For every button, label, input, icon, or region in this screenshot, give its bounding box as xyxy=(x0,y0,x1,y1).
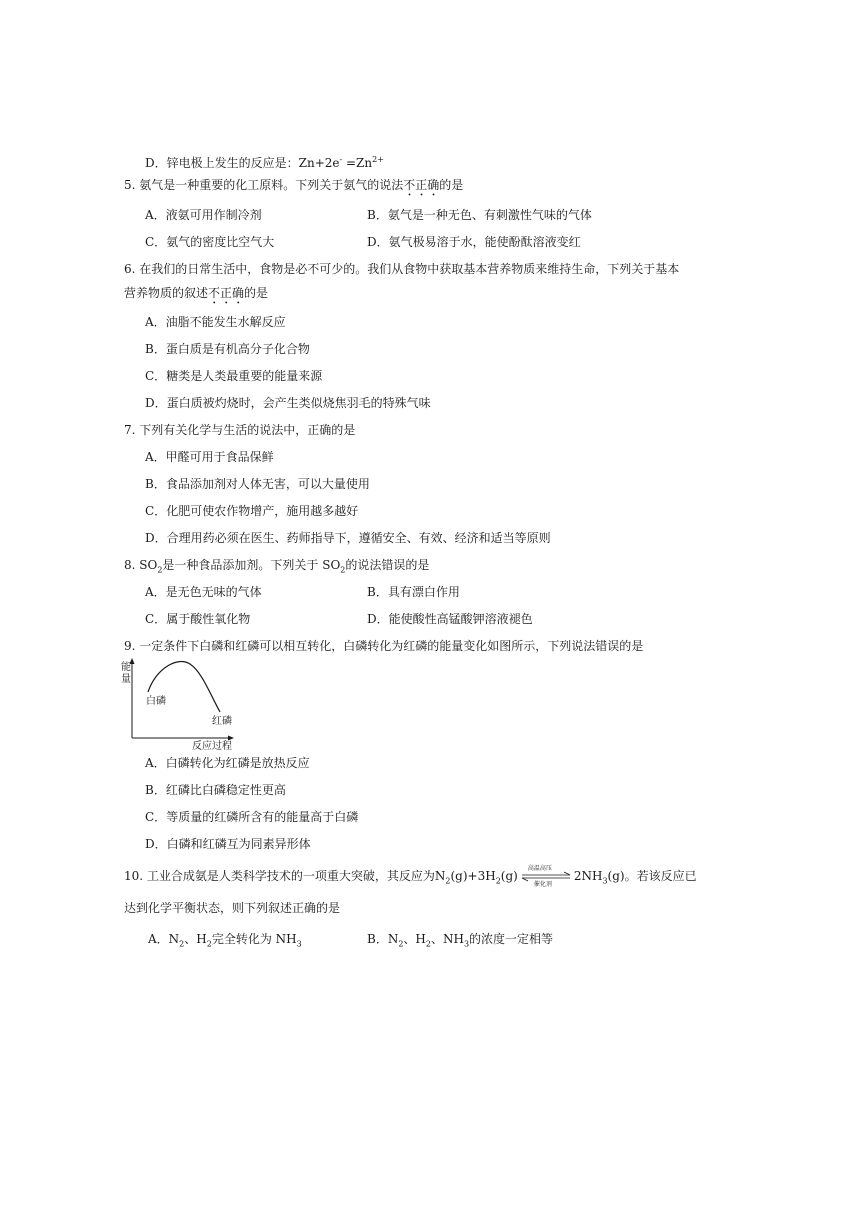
q8-option-d xyxy=(367,611,533,627)
superscript: - xyxy=(339,155,343,164)
x-axis-arrow xyxy=(228,736,234,741)
option-label: B． xyxy=(145,477,166,491)
eq-text: N xyxy=(434,869,446,883)
q9-stem: 9. 一定条件下白磷和红磷可以相互转化，白磷转化为红磷的能量变化如图所示，下列说法错误的是 xyxy=(124,639,644,653)
y-axis-label-char: 量 xyxy=(121,674,131,685)
q8-option-a xyxy=(145,584,262,600)
option-label: D． xyxy=(145,396,167,410)
condition-bottom: 催化剂 xyxy=(533,880,552,888)
subscript: 2 xyxy=(398,939,404,949)
option-label: D． xyxy=(367,612,389,626)
energy-diagram xyxy=(121,654,236,752)
q7-option-a xyxy=(145,449,274,465)
subscript: 2 xyxy=(206,939,212,949)
option-label: A． xyxy=(145,756,166,770)
eq-text: (g) xyxy=(500,869,518,883)
q8-option-b xyxy=(367,584,460,600)
option-text: 白磷和红磷互为同素异形体 xyxy=(166,837,311,851)
emphasis-text: 不正确 xyxy=(208,286,245,300)
subscript: 3 xyxy=(602,876,608,886)
eq-text: (g)+3H xyxy=(450,869,496,883)
option-text: 氨气的密度比空气大 xyxy=(166,235,275,249)
stem-text: 8. SO xyxy=(124,558,158,572)
reversible-arrow xyxy=(518,864,574,888)
option-label: B． xyxy=(145,783,166,797)
condition-top: 高温高压 xyxy=(527,864,552,872)
option-text: 液氨可用作制冷剂 xyxy=(165,208,262,222)
q9-option-b xyxy=(145,782,286,798)
option-text: 蛋白质被灼烧时，会产生类似烧焦羽毛的特殊气味 xyxy=(166,396,431,410)
eq-text: (g) xyxy=(607,869,625,883)
stem-text: 营养物质的叙述 xyxy=(124,286,209,300)
option-label: C． xyxy=(145,369,167,383)
option-text: 甲醛可用于食品保鲜 xyxy=(165,450,274,464)
subscript: 2 xyxy=(157,565,163,575)
q8-stem xyxy=(124,557,429,578)
option-text: 合理用药必须在医生、药师指导下，遵循安全、有效、经济和适当等原则 xyxy=(166,531,551,545)
option-text: N xyxy=(168,932,180,946)
option-text: 等质量的红磷所含有的能量高于白磷 xyxy=(166,810,359,824)
option-text: 完全转化为 NH xyxy=(211,932,297,946)
option-text: N xyxy=(387,932,399,946)
q8-option-c xyxy=(145,611,250,627)
subscript: 2 xyxy=(445,876,451,886)
option-label: A． xyxy=(145,450,166,464)
option-text: 锌电极上发生的反应是：Zn+2e xyxy=(166,156,340,170)
q10-stem-line2: 达到化学平衡状态，则下列叙述正确的是 xyxy=(124,901,341,915)
option-label: D． xyxy=(145,156,167,170)
option-text: 的浓度一定相等 xyxy=(469,932,554,946)
stem-text: 的是 xyxy=(244,286,269,300)
option-text: 氨气极易溶于水，能使酚酞溶液变红 xyxy=(388,235,581,249)
start-label: 白磷 xyxy=(146,696,166,707)
option-label: D． xyxy=(145,531,167,545)
stem-text: 的说法错误的是 xyxy=(345,558,430,572)
eq-text: 2NH xyxy=(573,869,603,883)
q5-option-a xyxy=(145,207,262,223)
option-text: 是无色无味的气体 xyxy=(165,585,262,599)
stem-text: 。若该反应已 xyxy=(624,869,697,883)
q5-stem xyxy=(124,177,463,199)
stem-text: 是一种食品添加剂。下列关于 SO xyxy=(162,558,341,572)
subscript: 2 xyxy=(340,565,346,575)
option-text: 蛋白质是有机高分子化合物 xyxy=(165,342,310,356)
option-label: A． xyxy=(145,315,166,329)
option-text: 食品添加剂对人体无害，可以大量使用 xyxy=(165,477,370,491)
option-label: B． xyxy=(145,342,166,356)
stem-text: 的是 xyxy=(439,178,464,192)
q10-stem-line1 xyxy=(124,864,697,889)
option-label: D． xyxy=(367,235,389,249)
option-text: 属于酸性氧化物 xyxy=(166,612,251,626)
option-label: C． xyxy=(145,612,167,626)
subscript: 3 xyxy=(463,939,470,949)
q10-option-a xyxy=(148,931,302,952)
q5-option-b xyxy=(367,207,592,223)
option-label: C． xyxy=(145,504,167,518)
q6-option-a xyxy=(145,314,286,330)
y-axis-label-char: 能 xyxy=(121,662,131,673)
x-axis-label: 反应过程 xyxy=(192,741,232,752)
q10-option-b xyxy=(367,931,553,952)
emphasis-text: 不正确 xyxy=(403,178,440,192)
option-text: =Zn xyxy=(342,156,373,170)
q6-option-c xyxy=(145,368,322,384)
end-label: 红磷 xyxy=(212,716,232,727)
option-text: 白磷转化为红磷是放热反应 xyxy=(165,756,310,770)
y-axis-label xyxy=(121,660,131,685)
subscript: 3 xyxy=(296,939,302,949)
option-text: 糖类是人类最重要的能量来源 xyxy=(166,369,323,383)
option-label: B． xyxy=(367,932,388,946)
reaction-equation xyxy=(434,864,625,888)
q5-option-d xyxy=(367,234,581,250)
option-label: B． xyxy=(367,208,388,222)
option-label: B． xyxy=(367,585,388,599)
option-text: 、H xyxy=(184,932,207,946)
option-label: C． xyxy=(145,235,167,249)
option-text: 、NH xyxy=(430,932,464,946)
subscript: 2 xyxy=(179,939,185,949)
q5-option-c xyxy=(145,234,274,250)
stem-text: 5. 氨气是一种重要的化工原料。下列关于氨气的说法 xyxy=(124,178,404,192)
superscript: 2+ xyxy=(372,155,384,164)
option-text: 、H xyxy=(403,932,426,946)
option-label: A． xyxy=(148,932,169,946)
option-text: 红磷比白磷稳定性更高 xyxy=(165,783,286,797)
q4-option-d xyxy=(145,152,384,171)
stem-text: 10. 工业合成氨是人类科学技术的一项重大突破，其反应为 xyxy=(124,869,435,883)
q9-option-c xyxy=(145,809,358,825)
option-text: 能使酸性高锰酸钾溶液褪色 xyxy=(388,612,533,626)
option-label: A． xyxy=(145,585,166,599)
option-text: 化肥可使农作物增产，施用越多越好 xyxy=(166,504,359,518)
q7-option-d xyxy=(145,530,551,546)
option-text: 油脂不能发生水解反应 xyxy=(165,315,286,329)
option-label: A． xyxy=(145,208,166,222)
option-text: 氨气是一种无色、有刺激性气味的气体 xyxy=(387,208,592,222)
q6-option-d xyxy=(145,395,431,411)
q6-stem-line2 xyxy=(124,285,268,307)
q7-stem: 7. 下列有关化学与生活的说法中，正确的是 xyxy=(124,423,356,437)
q7-option-c xyxy=(145,503,358,519)
option-label: D． xyxy=(145,837,167,851)
q6-option-b xyxy=(145,341,310,357)
option-text: 具有漂白作用 xyxy=(387,585,460,599)
q7-option-b xyxy=(145,476,370,492)
q6-stem-line1: 6. 在我们的日常生活中，食物是必不可少的。我们从食物中获取基本营养物质来维持生命，下列关于基本 xyxy=(124,262,680,276)
subscript: 2 xyxy=(495,876,501,886)
option-label: C． xyxy=(145,810,167,824)
q9-option-d xyxy=(145,836,311,852)
subscript: 2 xyxy=(425,939,431,949)
q9-option-a xyxy=(145,755,310,771)
